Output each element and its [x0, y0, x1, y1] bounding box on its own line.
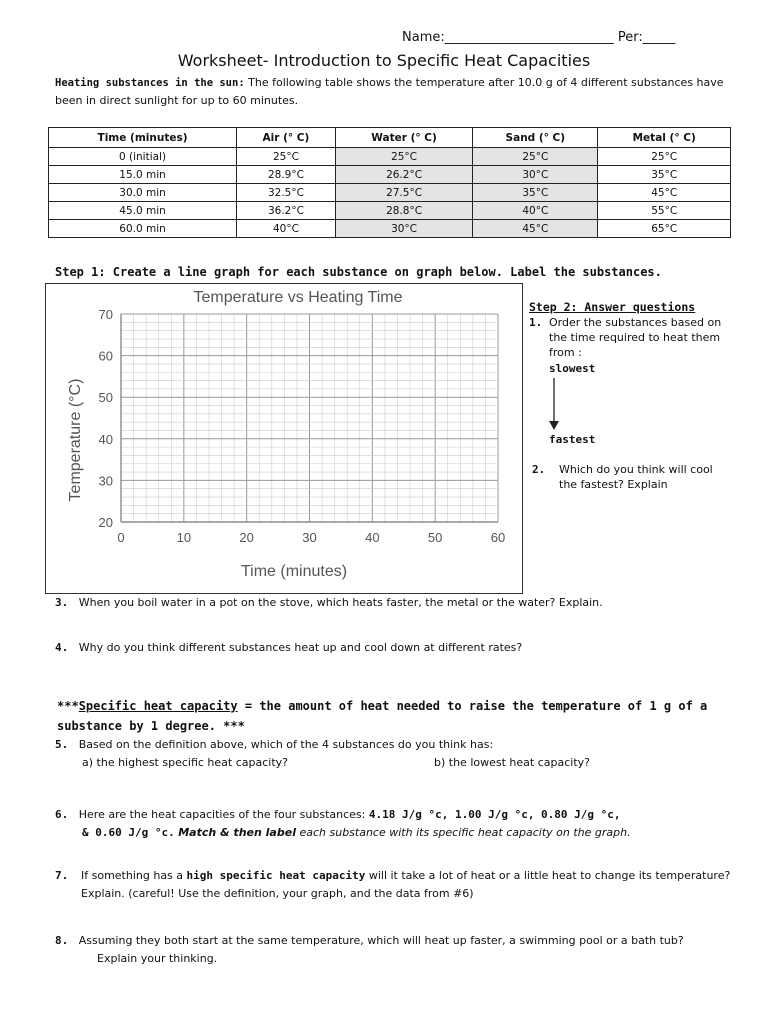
chart-ticks: [99, 307, 506, 545]
name-label: Name:: [402, 30, 445, 45]
table-cell: 45.0 min: [49, 202, 237, 220]
table-cell: 60.0 min: [49, 220, 237, 238]
question-7: [55, 867, 735, 903]
q6-text: Here are the heat capacities of the four substances:: [78, 808, 366, 821]
question-8: [55, 932, 745, 968]
table-cell: 32.5°C: [237, 184, 336, 202]
definition-stars: ***: [57, 699, 79, 713]
intro-text: The following table shows the temperature after 10.0 g of 4 different substances have been in direct sunlight for up to 60 minutes.: [55, 76, 724, 107]
table-cell: 30.0 min: [49, 184, 237, 202]
table-header: Air (° C): [237, 128, 336, 148]
table-cell: 26.2°C: [335, 166, 472, 184]
y-tick-label: 20: [98, 515, 113, 530]
table-header: Metal (° C): [598, 128, 731, 148]
q4-number: 4.: [55, 641, 69, 654]
step1-instruction: Step 1: Create a line graph for each substance on graph below. Label the substances.: [55, 265, 662, 279]
graph-box: [45, 283, 523, 594]
table-cell: 45°C: [598, 184, 731, 202]
table-row: [49, 148, 731, 166]
table-cell: 35°C: [598, 166, 731, 184]
table-header-row: [49, 128, 731, 148]
q6-number: 6.: [55, 808, 69, 821]
table-cell: 35°C: [473, 184, 598, 202]
q8-number: 8.: [55, 934, 69, 947]
name-per-header: [402, 30, 675, 45]
table-header: Time (minutes): [49, 128, 237, 148]
table-row: [49, 184, 731, 202]
q8-text2: Explain your thinking.: [97, 952, 218, 965]
q5-number: 5.: [55, 738, 69, 751]
table-cell: 30°C: [335, 220, 472, 238]
table-cell: 28.9°C: [237, 166, 336, 184]
chart-title: Temperature vs Heating Time: [193, 289, 403, 306]
definition: [57, 696, 737, 736]
step2-heading: Step 2: Answer questions: [529, 300, 696, 314]
temperature-table: [48, 127, 731, 238]
x-tick-label: 30: [302, 530, 317, 545]
table-cell: 25°C: [473, 148, 598, 166]
q7-bold: high specific heat capacity: [186, 869, 366, 882]
question-3: [55, 594, 745, 612]
intro-paragraph: [55, 74, 735, 110]
x-tick-label: 10: [176, 530, 192, 545]
chart-ylabel: Temperature (°C): [67, 378, 84, 502]
q5-text: Based on the definition above, which of the 4 substances do you think has:: [78, 738, 494, 751]
q3-text: When you boil water in a pot on the stove, which heats faster, the metal or the water? Explain.: [78, 596, 603, 609]
q6-last-value: & 0.60 J/g °c.: [82, 826, 175, 839]
x-tick-label: 60: [490, 530, 506, 545]
q1-number: 1.: [529, 316, 543, 329]
table-cell: 27.5°C: [335, 184, 472, 202]
q1: [529, 315, 729, 360]
slowest-label: slowest: [549, 362, 596, 375]
definition-term: Specific heat capacity: [78, 699, 238, 713]
question-5: [55, 736, 745, 772]
q6-instruction: Match & then label: [178, 826, 296, 839]
x-tick-label: 20: [239, 530, 254, 545]
y-tick-label: 60: [98, 348, 113, 364]
x-tick-label: 50: [427, 530, 443, 545]
table-cell: 40°C: [237, 220, 336, 238]
q4-text: Why do you think different substances heat up and cool down at different rates?: [78, 641, 523, 654]
table-row: [49, 220, 731, 238]
table-cell: 25°C: [598, 148, 731, 166]
down-arrow-icon: [544, 376, 564, 432]
y-tick-label: 30: [98, 473, 113, 489]
q2-text: Which do you think will cool the fastest? Explain: [559, 463, 713, 491]
table-cell: 28.8°C: [335, 202, 472, 220]
table-cell: 55°C: [598, 202, 731, 220]
question-4: [55, 639, 745, 657]
q6-values: 4.18 J/g °c, 1.00 J/g °c, 0.80 J/g °c,: [368, 808, 621, 821]
definition-rest: = the amount of heat needed to raise the temperature of 1 g of a substance by 1 degree. ***: [57, 699, 708, 733]
q6-instruction-rest: each substance with its specific heat capacity on the graph.: [295, 826, 631, 839]
q2-number: 2.: [532, 463, 546, 476]
chart-xlabel: Time (minutes): [240, 563, 348, 580]
table-cell: 36.2°C: [237, 202, 336, 220]
x-tick-label: 0: [117, 530, 125, 545]
question-6: [55, 806, 745, 842]
q7-pre: If something has a: [81, 869, 187, 882]
chart-grid: [121, 314, 498, 522]
x-tick-label: 40: [365, 530, 380, 545]
q7-number: 7.: [55, 869, 69, 882]
per-line[interactable]: _____: [642, 30, 676, 45]
fastest-label: fastest: [549, 433, 596, 446]
q2: [532, 462, 729, 492]
q1-text: Order the substances based on the time required to heat them from :: [549, 316, 722, 359]
q5-parts: [55, 754, 745, 772]
table-cell: 25°C: [335, 148, 472, 166]
table-cell: 0 (initial): [49, 148, 237, 166]
q3-number: 3.: [55, 596, 69, 609]
table-row: [49, 202, 731, 220]
table-cell: 65°C: [598, 220, 731, 238]
table-row: [49, 166, 731, 184]
worksheet-title: Worksheet- Introduction to Specific Heat Capacities: [177, 51, 591, 70]
table-cell: 25°C: [237, 148, 336, 166]
table-header: Sand (° C): [473, 128, 598, 148]
y-tick-label: 70: [98, 307, 113, 322]
per-label: Per:: [617, 30, 643, 45]
q7-post: will it take a lot of heat or a little heat to change its temperature? Explain. (careful! Use the definition, your graph, and the data from #6): [81, 869, 731, 900]
step2-panel: [529, 300, 729, 492]
intro-lead: Heating substances in the sun:: [55, 77, 245, 89]
q5b-text: b) the lowest heat capacity?: [434, 756, 590, 769]
name-line[interactable]: __________________________: [444, 30, 614, 45]
temperature-chart[interactable]: [46, 284, 522, 593]
y-tick-label: 40: [98, 431, 113, 447]
table-cell: 40°C: [473, 202, 598, 220]
table-cell: 45°C: [473, 220, 598, 238]
table-cell: 30°C: [473, 166, 598, 184]
table-header: Water (° C): [335, 128, 472, 148]
table-cell: 15.0 min: [49, 166, 237, 184]
q5a-text: a) the highest specific heat capacity?: [82, 756, 288, 769]
q8-text: Assuming they both start at the same temperature, which will heat up faster, a swimming pool or a bath tub?: [78, 934, 684, 947]
y-tick-label: 50: [98, 390, 113, 406]
